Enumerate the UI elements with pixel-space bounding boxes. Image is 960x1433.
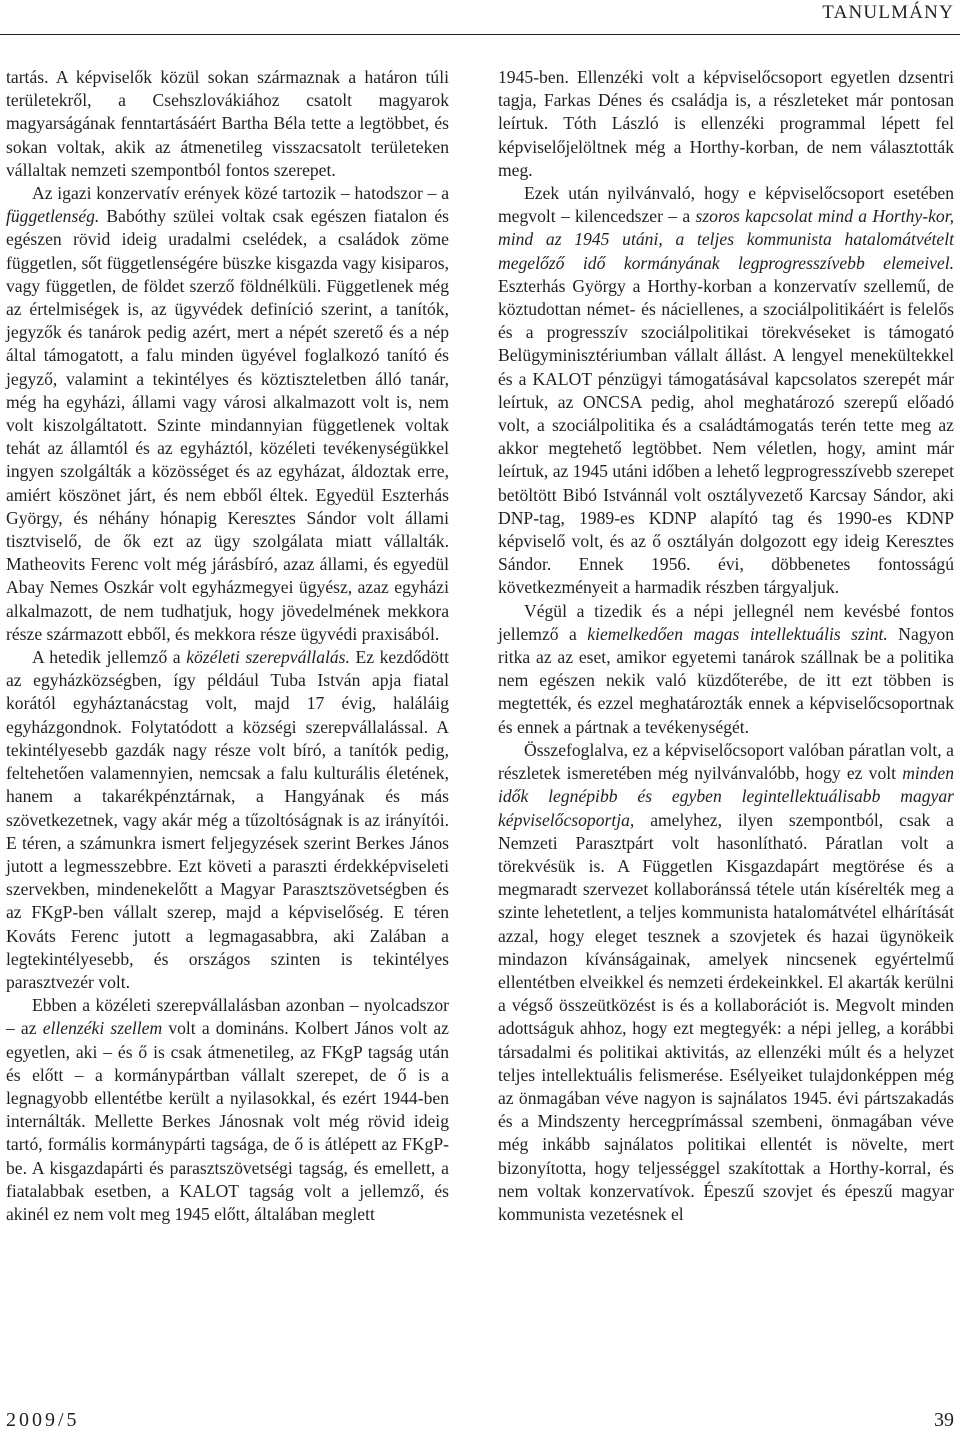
left-column — [6, 66, 449, 1226]
paragraph: Ebben a közéleti szerepvállalásban azonban – nyolcadszor – az ellenzéki szellem volt a domináns. Kolbert János volt az egyetlen, aki – és ő is csak átmenetileg, az FKgP tagság után és előtt – a kormánypártban vállalt szerepet, de ő is a legnagyobb ellentétbe került a nyilasokkal, és ezért 1944-ben internálták. Mellette Berkes Jánosnak volt még rövid ideig tartó, formális kormánypárti tagsága, de ő is átlépett az FKgP-be. A kisgazdapárti és parasztszövetségi tagság, és emellett, a fiatalabbak esetben, a KALOT tagság volt a jellemző, és akinél ez nem volt meg 1945 előtt, általában meglett — [6, 995, 449, 1224]
paragraph: Ezek után nyilvánvaló, hogy e képviselőcsoport esetében megvolt – kilencedszer – a szoros kapcsolat mind a Horthy-kor, mind az 1945 utáni, a teljes kommunista hatalomátvételt megelőző idő kormányának legprogresszívebb elemeivel. Eszterhás György a Horthy-korban a konzervatív szellemű, de köztudottan német- és náciellenes, a szociálpolitikáért is felelős és a progresszív szociálpolitikai törekvéseket is támogató Belügyminisztériumban vállalt állást. A lengyel menekültekkel és a KALOT pénzügyi támogatásával kapcsolatos szerepét már leírtuk, az ONCSA pedig, ahol meghatározó szerepű előadó volt, a szociálpolitika és a családtámogatás terén tette meg az akkor megtehető legtöbbet. Nem véletlen, hogy, amint már leírtuk, az 1945 utáni időben a lehető legprogresszívebb szerepet betöltött Bibó Istvánnál volt osztályvezető Karcsay Sándor, aki DNP-tag, 1989-es KDNP alapító tag és 1990-es KDNP képviselő volt, és az ő osztályán dolgozott egy ideig Keresztes Sándor. Ennek 1956. évi, döbbenetes fontosságú következményeit a harmadik részben tárgyaljuk. — [498, 183, 954, 598]
paragraph: Összefoglalva, ez a képviselőcsoport valóban páratlan volt, a részletek ismeretében még nyilvánvalóbb, hogy ez volt minden idők legnépibb és egyben legintellektuálisabb magyar képviselőcsoportja, amelyhez, ilyen szempontból, csak a Nemzeti Parasztpárt volt hasonlítható. Páratlan volt a törekvésük is. A Független Kisgazdapárt megtörése és a megmaradt szervezet kollaboránssá tétele után kísérelték meg a szinte lehetetlent, a teljes kommunista hatalomátvétel elhárítását azzal, hogy eleget tesznek a szovjetek és hazai ügynökeik mindazon kívánságainak, amelyek nincsenek egyértelmű ellentétben elveikkel és nemzeti érdekeinkkel. El akarták kerülni a végső összeütközést is és a kollaborációt is. Megvolt minden adottságuk ahhoz, hogy ezt megtegyék: a népi jelleg, a korábbi társadalmi és politikai aktivitás, az ellenzéki múlt és a helyzet teljes intellektuális felismerése. Esélyeiket tulajdonképpen még az önmagában véve nagyon is sajnálatos 1945. évi pártszakadás és a Mindszenty hercegprímással szembeni, önmagában véve még inkább sajnálatos politikai ellentét is növelte, mert bizonyította, hogy teljességgel szakítottak a Horthy-korral, és nem voltak konzervatívok. Épeszű szovjet és épeszű magyar kommunista vezetésnek el — [498, 739, 954, 1224]
page-number: 39 — [934, 1409, 954, 1431]
paragraph: 1945-ben. Ellenzéki volt a képviselőcsoport egyetlen dzsentri tagja, Farkas Dénes és családja is, a részleteket már pontosan leírtuk. Tóth László is ellenzéki programmal lépett fel képviselőjelöltnek még a Horthy-korban, de nem választották meg. — [498, 67, 954, 180]
paragraph: tartás. A képviselők közül sokan származnak a határon túli területekről, a Csehszlovákiához csatolt magyarok magyarságának fenntartásáért Bartha Béla tette a legtöbbet, és sokan voltak, akik az átmenetileg visszacsatolt területeken vállaltak nemzeti szempontból fontos szerepet. — [6, 67, 449, 180]
issue-number: 2009/5 — [6, 1409, 80, 1431]
paragraph: Az igazi konzervatív erények közé tartozik – hatodszor – a függetlenség. Babóthy szülei voltak csak egészen fiatalon és egészen rövid ideig uradalmi cselédek, a családok zöme független, sőt függetlenségére büszke kisgazda vagy kisiparos, vagy független, de földet szerző földnélküli. Függetlenek még az értelmiségek is, az ügyvédek definíció szerint, a tanítók, jegyzők és tanárok pedig azért, mert a népét szerető és a nép által támogatott, a falu minden ügyével foglalkozó tanító és jegyző, valamint a tekintélyes és köztiszteletben álló tanár, még ha egyházi, állami vagy városi alkalmazott volt is, nem volt kiszolgáltatott. Szinte mindannyian függetlenek voltak tehát az államtól és az egyháztól, közéleti tevékenységükkel ingyen szolgálták a közösséget és az egyházat, áldoztak erre, amiért köszönet járt, és nem ebből éltek. Egyedül Eszterhás György, és néhány hónapig Keresztes Sándor volt állami tisztviselő, de ők ezt az ügy szolgálata miatt vállalták. Matheovits Ferenc volt még járásbíró, azaz állami, és egyedül Abay Nemes Oszkár volt egyházmegyei ügyész, azaz egyházi alkalmazott, de nem tudhatjuk, hogy jövedelmének mekkora része származott ebből, és mekkora része ügyvédi praxisából. — [6, 183, 449, 644]
section-label: TANULMÁNY — [822, 2, 954, 23]
header-rule — [0, 34, 960, 35]
paragraph: A hetedik jellemző a közéleti szerepvállalás. Ez kezdődött az egyházközségben, így például Tuba István apja fiatal korától egyháztanácstag volt, majd 17 évig, haláláig egyházgondnok. Folytatódott a községi szerepvállalással. A tekintélyesebb gazdák nagy része volt bíró, a tanítók pedig, feltehetően valamennyien, nemcsak a falu kulturális életének, hanem a takarékpénztárnak, a Hangyának és más szövetkezetnek, vagy akár még a tűzoltóságnak is az irányítói. E téren, a számunkra ismert feljegyzések szerint Berkes János jutott a legmesszebbre. Ezt követi a paraszti érdekképviseleti szervekben, mindenekelőtt a Magyar Parasztszövetségben és az FKgP-ben vállalt szerep, majd a képviselőség. E téren Kováts Ferenc jutott a legmagasabbra, aki Zalában a legtekintélyesebb, és országos szinten is tekintélyes parasztvezér volt. — [6, 647, 450, 992]
paragraph: Végül a tizedik és a népi jellegnél nem kevésbé fontos jellemző a kiemelkedően magas intellektuális szint. Nagyon ritka az az eset, amikor egyetemi tanárok szállnak be a politika nem egészen nekik való küzdőterébe, de itt ezt többen is megtették, és ezzel meghatározták ennek a képviselőcsoportnak és ennek a pártnak a tevékenységét. — [498, 600, 954, 737]
right-column — [498, 66, 954, 1226]
